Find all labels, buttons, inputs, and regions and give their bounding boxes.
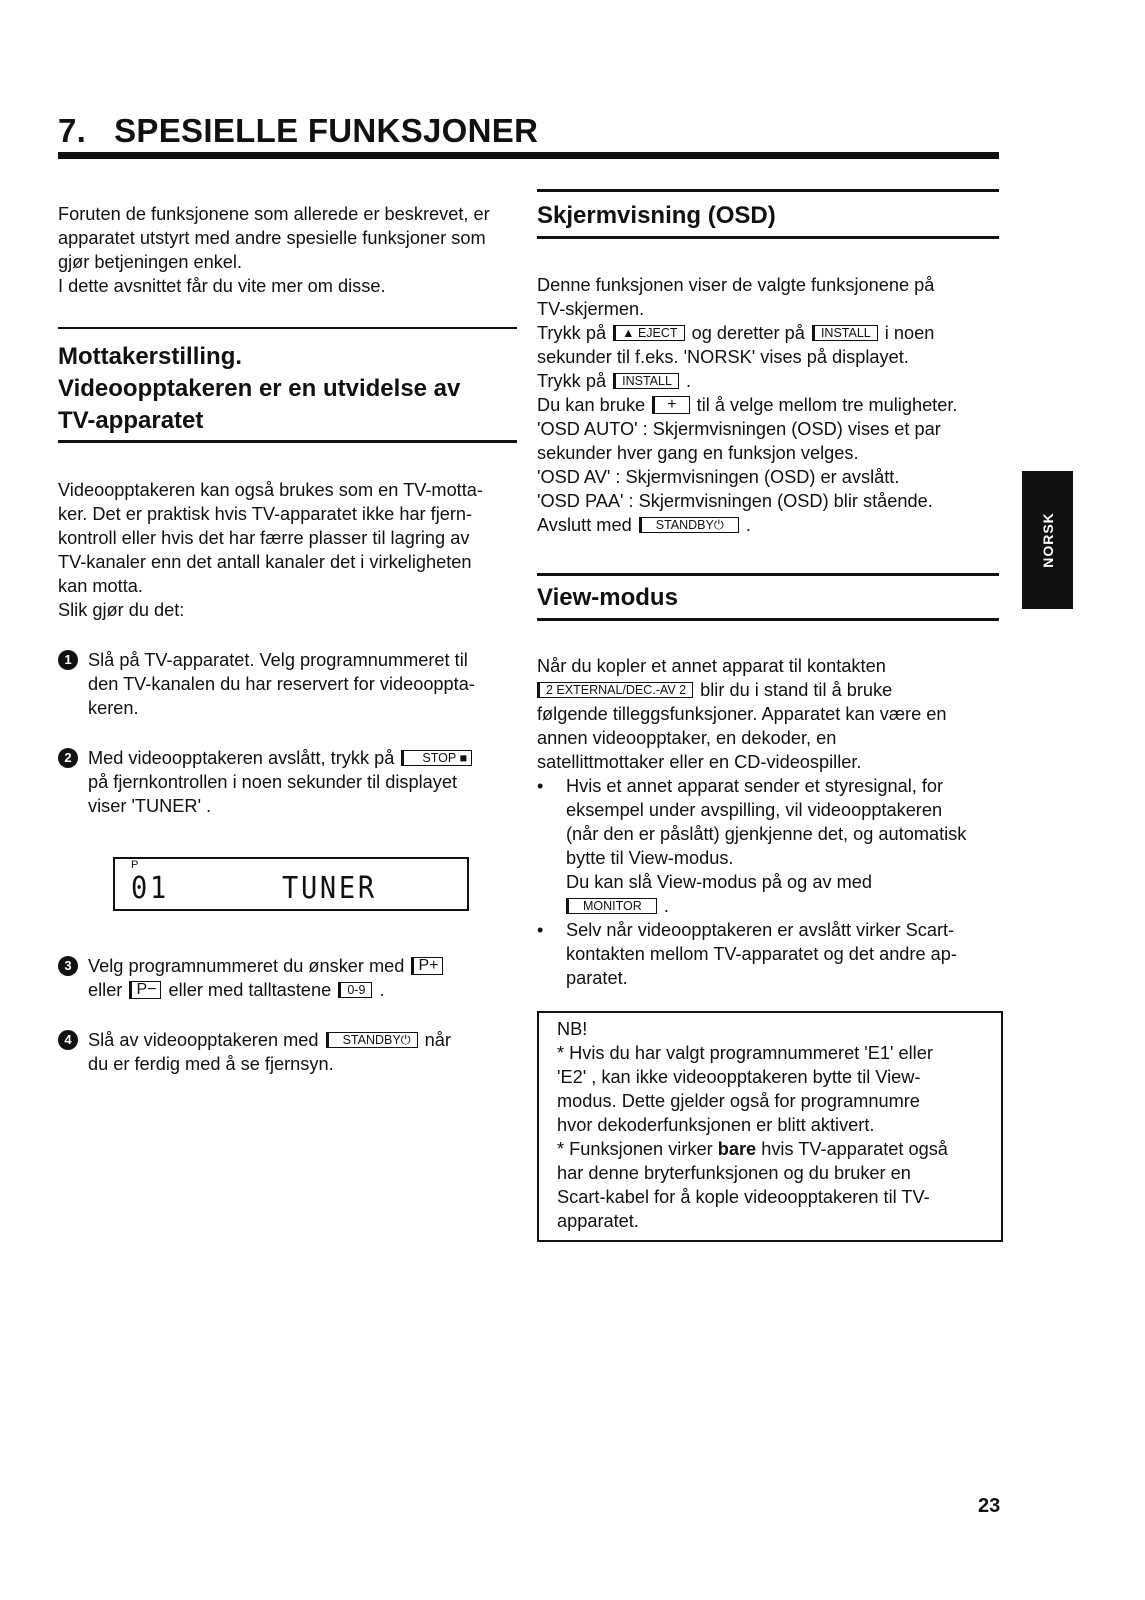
body-line: annen videoopptaker, en dekoder, en (537, 728, 837, 748)
note-box (537, 1011, 1003, 1242)
step-line: Slå på TV-apparatet. Velg programnummeret til (88, 650, 468, 670)
body-line: til å velge mellom tre muligheter. (696, 395, 958, 415)
chapter-title-text: SPESIELLE FUNKSJONER (114, 112, 539, 149)
intro-line: Foruten de funksjonene som allerede er beskrevet, er (58, 204, 490, 224)
body-line: Denne funksjonen viser de valgte funksjonene på (537, 275, 935, 295)
language-tab-label: NORSK (1039, 512, 1056, 568)
body-line: kontroll eller hvis det har færre plasser til lagring av (58, 528, 470, 548)
body-line: blir du i stand til å bruke (700, 680, 893, 700)
view-heading: View-modus (537, 584, 678, 611)
display-p-label: P (131, 859, 139, 871)
step-4 (58, 1028, 451, 1076)
body-line: Trykk på (537, 371, 607, 391)
install-key: INSTALL (613, 373, 679, 389)
step-1 (58, 648, 475, 720)
intro-paragraph (58, 202, 490, 298)
display-text: TUNER (282, 871, 377, 906)
step-line: viser 'TUNER' . (88, 796, 212, 816)
intro-line: I dette avsnittet får du vite mer om disse. (58, 276, 386, 296)
bullet-line: Selv når videoopptakeren er avslått virker Scart- (566, 920, 955, 940)
intro-line: gjør betjeningen enkel. (58, 252, 243, 272)
step-line: når (424, 1030, 451, 1050)
osd-body (537, 273, 957, 537)
step-number-icon: 4 (58, 1030, 78, 1050)
bullet-line: bytte til View-modus. (566, 848, 734, 868)
view-bullet-2 (537, 918, 957, 990)
body-line: Videoopptakeren kan også brukes som en TV-motta- (58, 480, 483, 500)
body-line: sekunder til f.eks. 'NORSK' vises på displayet. (537, 347, 909, 367)
step-line: eller (88, 980, 123, 1000)
note-line: apparatet. (557, 1211, 639, 1231)
body-line: 'OSD PAA' : Skjermvisningen (OSD) blir stående. (537, 491, 933, 511)
body-line: 'OSD AV' : Skjermvisningen (OSD) er avslått. (537, 467, 900, 487)
step-line: Velg programnummeret du ønsker med (88, 956, 405, 976)
osd-heading: Skjermvisning (OSD) (537, 202, 776, 229)
step-2 (58, 746, 474, 818)
note-emphasis: bare (717, 1139, 757, 1159)
step-line: Med videoopptakeren avslått, trykk på (88, 748, 395, 768)
heading-line: Videoopptakeren er en utvidelse av (58, 375, 461, 402)
body-line: Når du kopler et annet apparat til kontakten (537, 656, 886, 676)
step-line: du er ferdig med å se fjernsyn. (88, 1054, 334, 1074)
section-rule (537, 189, 999, 192)
section-rule (537, 618, 999, 621)
step-line: på fjernkontrollen i noen sekunder til displayet (88, 772, 458, 792)
body-line: Slik gjør du det: (58, 600, 185, 620)
bullet-line: Hvis et annet apparat sender et styresignal, for (566, 776, 944, 796)
standby-key: STANDBY⏻ (326, 1032, 418, 1048)
heading-line: TV-apparatet (58, 407, 204, 434)
standby-key: STANDBY⏻ (639, 517, 739, 533)
note-title: NB! (557, 1019, 588, 1039)
section-rule (58, 327, 517, 329)
body-line: og deretter på (691, 323, 805, 343)
note-line: modus. Dette gjelder også for programnumre (557, 1091, 920, 1111)
body-line: Avslutt med (537, 515, 632, 535)
display-channel: 01 (131, 871, 169, 906)
step-line: Slå av videoopptakeren med (88, 1030, 319, 1050)
body-line: satellittmottaker eller en CD-videospiller. (537, 752, 862, 772)
punctuation: . (685, 371, 692, 391)
punctuation: . (379, 980, 385, 1000)
mottak-body (58, 478, 483, 622)
note-line: Scart-kabel for å kople videoopptakeren til TV- (557, 1187, 930, 1207)
install-key: INSTALL (812, 325, 878, 341)
external-av2-key: 2 EXTERNAL/DEC.-AV 2 (537, 682, 693, 698)
step-line: den TV-kanalen du har reservert for videoopptа- (88, 674, 475, 694)
step-number-icon: 2 (58, 748, 78, 768)
p-minus-key: P− (129, 981, 161, 999)
punctuation: . (745, 515, 751, 535)
body-line: følgende tilleggsfunksjoner. Apparatet kan være en (537, 704, 947, 724)
bullet-line: eksempel under avspilling, vil videoopptakeren (566, 800, 943, 820)
intro-line: apparatet utstyrt med andre spesielle funksjoner som (58, 228, 486, 248)
step-line: eller med talltastene (168, 980, 332, 1000)
section-rule (537, 573, 999, 576)
mottak-heading (58, 341, 460, 437)
section-rule (58, 440, 517, 443)
tuner-display (113, 857, 469, 911)
body-line: sekunder hver gang en funksjon velges. (537, 443, 859, 463)
view-body (537, 654, 946, 774)
digit-keys: 0-9 (338, 982, 372, 998)
title-rule (58, 152, 999, 159)
body-line: Trykk på (537, 323, 607, 343)
punctuation: . (663, 896, 669, 916)
body-line: kan motta. (58, 576, 143, 596)
bullet-icon: • (537, 920, 544, 940)
note-line: * Hvis du har valgt programnummeret 'E1' eller (557, 1043, 933, 1063)
step-line: keren. (88, 698, 139, 718)
step-number-icon: 1 (58, 650, 78, 670)
note-line: * Funksjonen virker (557, 1139, 718, 1159)
plus-key: + (652, 396, 689, 414)
language-tab (1022, 471, 1073, 609)
p-plus-key: P+ (411, 957, 443, 975)
view-bullet-1 (537, 774, 966, 918)
stop-key: STOP ■ (401, 750, 472, 766)
bullet-line: (når den er påslått) gjenkjenne det, og automatisk (566, 824, 967, 844)
body-line: ker. Det er praktisk hvis TV-apparatet ikke har fjern- (58, 504, 473, 524)
step-number-icon: 3 (58, 956, 78, 976)
chapter-number: 7. (58, 112, 87, 149)
body-line: TV-skjermen. (537, 299, 645, 319)
page-number: 23 (978, 1495, 1001, 1517)
note-line: 'E2' , kan ikke videoopptakeren bytte til View- (557, 1067, 921, 1087)
bullet-line: kontakten mellom TV-apparatet og det andre ap- (566, 944, 957, 964)
chapter-title (58, 112, 538, 150)
note-line: har denne bryterfunksjonen og du bruker en (557, 1163, 911, 1183)
eject-key: ▲ EJECT (613, 325, 684, 341)
heading-line: Mottakerstilling. (58, 343, 243, 370)
bullet-line: Du kan slå View-modus på og av med (566, 872, 872, 892)
note-line: hvor dekoderfunksjonen er blitt aktivert. (557, 1115, 875, 1135)
body-line: Du kan bruke (537, 395, 646, 415)
bullet-line: paratet. (566, 968, 628, 988)
monitor-key: MONITOR (566, 898, 657, 914)
body-line: 'OSD AUTO' : Skjermvisningen (OSD) vises et par (537, 419, 941, 439)
section-rule (537, 236, 999, 239)
note-line: hvis TV-apparatet også (756, 1139, 948, 1159)
step-3 (58, 954, 445, 1002)
body-line: TV-kanaler enn det antall kanaler det i virkeligheten (58, 552, 472, 572)
body-line: i noen (884, 323, 935, 343)
bullet-icon: • (537, 776, 544, 796)
